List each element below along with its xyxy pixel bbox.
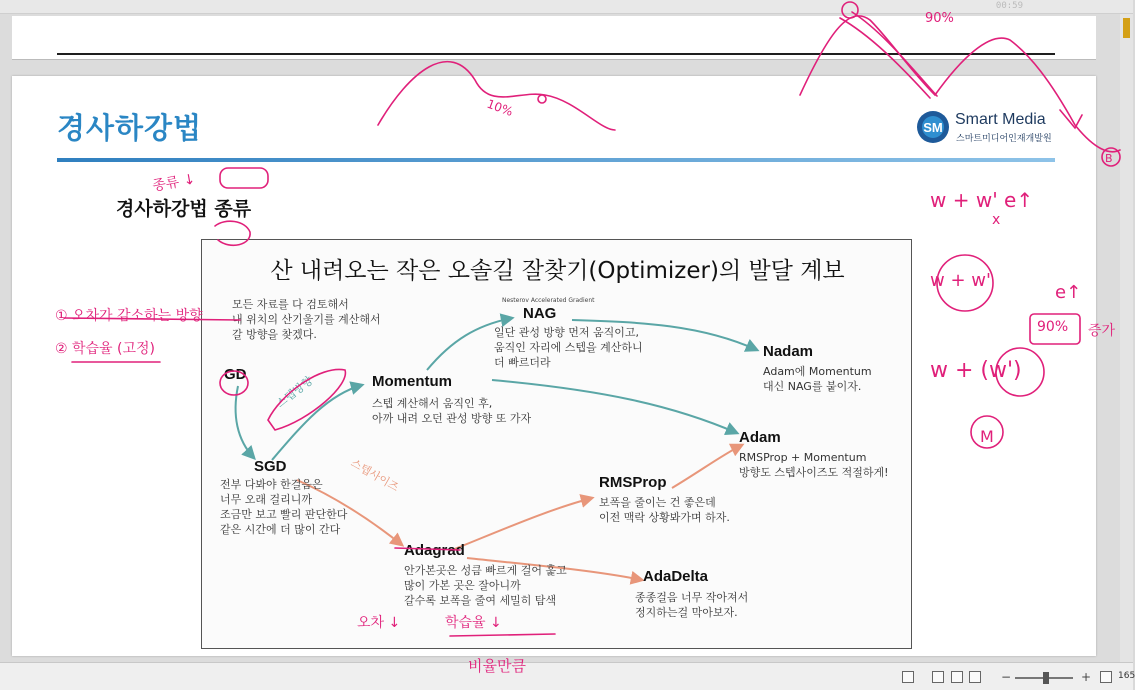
adam-description: RMSProp + Momentum 방향도 스텝사이즈도 적절하게! [739, 451, 889, 479]
ink-formula-2: w + w' [930, 270, 991, 291]
reading-view-icon[interactable] [951, 671, 963, 683]
ink-circle-b [1102, 148, 1120, 166]
ink-right-90: 90% [1037, 319, 1069, 335]
ink-formula-1-sub: x [992, 212, 1001, 228]
label-step-direction: 스텝방향 [273, 373, 316, 411]
momentum-description: 스텝 계산해서 움직인 후, 아까 내려 오던 관성 방향 또 가자 [372, 397, 532, 425]
slide-title: 경사하강법 [57, 113, 203, 145]
subheading: 경사하강법 종류 [116, 198, 252, 220]
zoom-level[interactable]: 165 [1118, 671, 1135, 681]
rmsprop-description: 보폭을 줄이는 건 좋은데 이전 맥락 상황봐가며 하자. [599, 496, 730, 524]
adadelta-label: AdaDelta [643, 568, 709, 585]
arrow-adagrad-rmsprop [452, 498, 592, 550]
ink-left-note-2: ② 학습율 (고정) [55, 341, 155, 357]
arrow-gd-sgd [236, 386, 254, 458]
ink-bottom-error: 오차 ↓ [357, 615, 401, 631]
ink-heading-mark: 종류 ↓ [151, 171, 197, 195]
ink-formula-1: w + w' e↑ [930, 188, 1034, 212]
zoom-slider-thumb[interactable] [1043, 672, 1049, 684]
smart-media-logo-icon [915, 109, 951, 145]
nag-label: NAG [523, 305, 557, 322]
slideshow-icon[interactable] [969, 671, 981, 683]
ink-10-percent: 10% [484, 96, 515, 119]
adagrad-description: 안가본곳은 성큼 빠르게 걸어 훑고 많이 가본 곳은 잘아니까 갈수록 보폭을 줄여 세밀히 탐색 [404, 564, 567, 607]
fit-icon[interactable] [902, 671, 914, 683]
rmsprop-label: RMSProp [599, 474, 667, 491]
vertical-scrollbar[interactable] [1120, 14, 1133, 662]
logo-subtitle: 스마트미디어인재개발원 [956, 134, 1052, 144]
adadelta-description: 종종걸음 너무 작아져서 정지하는걸 막아보자. [635, 591, 749, 619]
status-bar [0, 662, 1133, 690]
ink-left-note-1: ① 오차가 감소하는 방향 [55, 308, 203, 324]
normal-view-icon[interactable] [932, 671, 944, 683]
ink-bottom-lr: 학습율 ↓ [445, 615, 502, 631]
adam-label: Adam [739, 429, 781, 446]
ink-m: M [980, 427, 994, 446]
nag-description: 일단 관성 방향 먼저 움직이고, 움직인 자리에 스텝을 계산하니 더 빠르더라 [494, 326, 643, 369]
sgd-description: 전부 다봐야 한걸음은 너무 오래 걸리니까 조금만 보고 빨리 판단한다 같은 시간에 더 많이 간다 [220, 478, 348, 536]
previous-slide-rule [57, 53, 1055, 55]
nadam-label: Nadam [763, 343, 814, 360]
momentum-label: Momentum [372, 373, 452, 390]
label-step-size: 스텝사이즈 [348, 456, 402, 495]
ink-increase: 증가 [1088, 323, 1116, 339]
sgd-label: SGD [254, 458, 287, 475]
ink-b: B [1105, 152, 1113, 165]
clock-text: 00:59 [995, 1, 1023, 11]
zoom-in-icon[interactable]: + [1081, 670, 1092, 684]
logo-name: Smart Media [955, 111, 1046, 128]
title-bar [0, 0, 1133, 14]
fit-window-icon[interactable] [1100, 671, 1112, 683]
nag-caption: Nesterov Accelerated Gradient [502, 297, 595, 304]
gd-description: 모든 자료를 다 검토해서 내 위치의 산기울기를 계산해서 갈 방향을 찾겠다. [232, 298, 381, 341]
zoom-out-icon[interactable]: − [1001, 670, 1012, 684]
diagram-title: 산 내려오는 작은 오솔길 잘찾기(Optimizer)의 발달 계보 [270, 258, 845, 284]
previous-slide[interactable] [12, 16, 1096, 60]
logo-mark-text: SM [923, 120, 943, 135]
gd-label: GD [224, 366, 247, 383]
title-underline [57, 158, 1055, 162]
ink-formula-3: w + (w') [930, 358, 1022, 383]
nadam-description: Adam에 Momentum 대신 NAG를 붙이자. [763, 365, 872, 393]
ink-e-up: e↑ [1055, 282, 1082, 303]
scrollbar-thumb[interactable] [1123, 18, 1130, 38]
smart-media-logo [915, 109, 1065, 147]
arrow-rmsprop-adam [672, 445, 742, 488]
ink-90-percent: 90% [925, 11, 954, 26]
optimizer-diagram [201, 239, 912, 649]
ink-bottom-ratio: 비율만큼 [468, 657, 526, 675]
adagrad-label: Adagrad [404, 542, 465, 559]
